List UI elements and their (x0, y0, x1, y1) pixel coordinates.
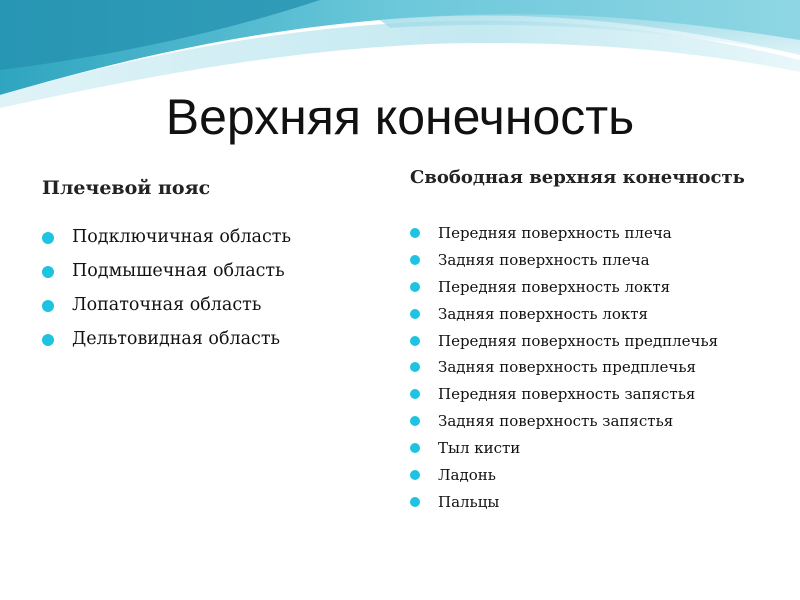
list-item (410, 464, 780, 486)
slide-title: Верхняя конечность (165, 89, 635, 145)
list-item (410, 383, 780, 405)
bullet-dot-icon (42, 232, 54, 244)
list-item-label: Ладонь (438, 466, 496, 485)
left-column-heading: Плечевой пояс (42, 177, 211, 199)
list-item-label: Дельтовидная область (72, 329, 281, 349)
list-item (410, 410, 780, 432)
list-item (410, 276, 780, 298)
list-item (410, 356, 780, 378)
list-item-label: Задняя поверхность плеча (438, 250, 650, 269)
bullet-dot-icon (410, 282, 420, 292)
list-item-label: Пальцы (438, 492, 500, 511)
list-item (410, 222, 780, 244)
list-item (410, 491, 780, 513)
list-item (410, 330, 780, 352)
bullet-dot-icon (42, 334, 54, 346)
list-item (410, 249, 780, 271)
list-item-label: Тыл кисти (438, 439, 521, 458)
bullet-dot-icon (410, 255, 420, 265)
list-item-label: Подмышечная область (72, 261, 285, 281)
list-item-label: Лопаточная область (72, 295, 262, 315)
bullet-dot-icon (42, 266, 54, 278)
list-item (42, 327, 372, 361)
list-item (42, 259, 372, 293)
list-item-label: Задняя поверхность запястья (438, 412, 674, 431)
bullet-dot-icon (410, 389, 420, 399)
list-item (42, 293, 372, 327)
list-item-label: Передняя поверхность запястья (438, 385, 696, 404)
list-item (410, 303, 780, 325)
bullet-dot-icon (410, 362, 420, 372)
bullet-dot-icon (410, 228, 420, 238)
list-item-label: Передняя поверхность плеча (438, 224, 672, 242)
right-column-heading: Свободная верхняя конечность (410, 167, 745, 188)
list-item (42, 225, 372, 259)
list-item-label: Передняя поверхность предплечья (438, 331, 719, 350)
list-item-label: Задняя поверхность предплечья (438, 358, 696, 377)
bullet-dot-icon (410, 443, 420, 453)
right-bullet-list (410, 222, 780, 518)
bullet-dot-icon (410, 497, 420, 507)
bullet-dot-icon (410, 416, 420, 426)
list-item-label: Задняя поверхность локтя (438, 304, 648, 323)
bullet-dot-icon (42, 300, 54, 312)
list-item (410, 437, 780, 459)
left-bullet-list (42, 225, 372, 361)
bullet-dot-icon (410, 470, 420, 480)
list-item-label: Подключичная область (72, 227, 291, 247)
bullet-dot-icon (410, 336, 420, 346)
bullet-dot-icon (410, 309, 420, 319)
list-item-label: Передняя поверхность локтя (438, 277, 671, 296)
